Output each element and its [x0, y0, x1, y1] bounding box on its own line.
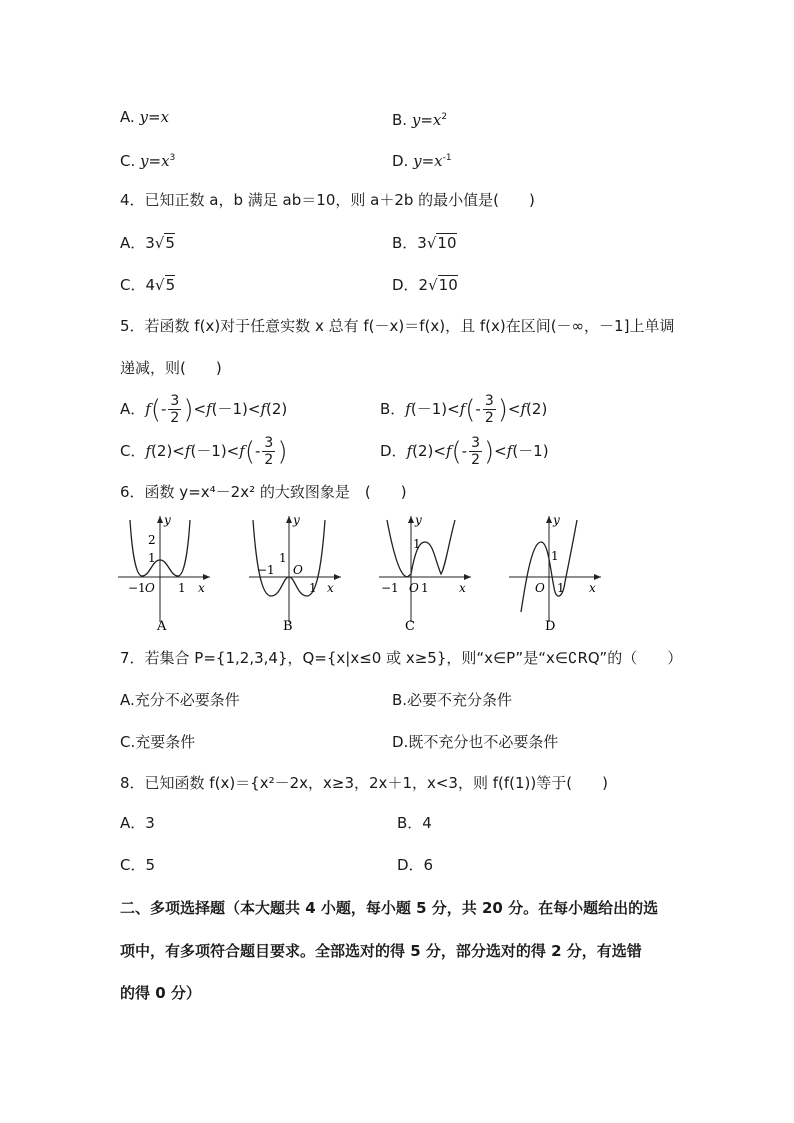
graph-label-d: D [545, 619, 556, 634]
section2-line2: 项中，有多项符合题目要求。全部选对的得 5 分，部分选对的得 2 分，有选错 [120, 942, 642, 960]
q3-option-d: D. $y=x^{-1}$ [392, 152, 452, 170]
q7-stem: 7．若集合 P={1,2,3,4}，Q={x|x≤0 或 x≥5}，则“x∈P”是“x∈∁RQ”的（ ） [120, 649, 683, 667]
svg-text:x: x [198, 581, 205, 595]
q5-option-b: B．f(－1)<f(- $\frac{3}{2}$ )<f(2) [380, 393, 548, 426]
svg-text:O: O [145, 581, 155, 595]
svg-text:2: 2 [148, 533, 156, 547]
graph-label-a: A [157, 619, 167, 634]
q6-graph-d [505, 512, 605, 634]
svg-text:x: x [589, 581, 596, 595]
q6-graph-c [375, 512, 475, 634]
q7-option-b: B.必要不充分条件 [392, 691, 513, 709]
q8-option-b: B．4 [397, 814, 432, 832]
q4-stem: 4．已知正数 a，b 满足 ab＝10，则 a＋2b 的最小值是( ) [120, 191, 535, 209]
svg-text:1: 1 [178, 581, 186, 595]
q6-graph-b [243, 512, 343, 634]
svg-text:1: 1 [421, 581, 429, 595]
svg-text:O: O [293, 563, 303, 577]
q7-option-c: C.充要条件 [120, 733, 196, 751]
q6-graph-a [112, 512, 212, 634]
section2-line1: 二、多项选择题（本大题共 4 小题，每小题 5 分，共 20 分。在每小题给出的选 [120, 899, 659, 917]
q8-stem: 8．已知函数 f(x)＝{x²－2x，x≥3，2x＋1，x<3，则 f(f(1))等于( ) [120, 774, 608, 792]
svg-text:y: y [553, 513, 560, 527]
svg-text:y: y [415, 513, 422, 527]
svg-text:−1: −1 [381, 581, 399, 595]
q3-option-b: B. $y=x^2$ [392, 111, 448, 129]
q7-option-d: D.既不充分也不必要条件 [392, 733, 559, 751]
svg-text:y: y [293, 513, 300, 527]
q3-option-a: A. y=x [120, 108, 170, 126]
q5-stem-line2: 递减，则( ) [120, 359, 222, 377]
q4-option-c: C．4√5 [120, 276, 176, 294]
svg-text:O: O [535, 581, 545, 595]
q4-option-d: D．2√10 [392, 276, 458, 294]
svg-text:x: x [459, 581, 466, 595]
svg-text:1: 1 [551, 549, 559, 563]
graph-label-c: C [405, 619, 415, 634]
q3-option-c: C. $y=x^3$ [120, 152, 176, 170]
q4-option-b: B．3√10 [392, 234, 457, 252]
graph-label-b: B [283, 619, 293, 634]
q8-option-a: A．3 [120, 814, 155, 832]
svg-text:y: y [164, 513, 171, 527]
q8-option-c: C．5 [120, 856, 156, 874]
q5-option-c: C．f(2)<f(－1)<f(- $\frac{3}{2}$ ) [120, 435, 288, 468]
svg-text:x: x [327, 581, 334, 595]
q4-option-a: A．3√5 [120, 234, 175, 252]
q8-option-d: D．6 [397, 856, 434, 874]
svg-text:1: 1 [413, 537, 421, 551]
svg-text:1: 1 [557, 581, 565, 595]
q5-option-d: D．f(2)<f(- $\frac{3}{2}$ )<f(－1) [380, 435, 549, 468]
q5-option-a: A．f(- $\frac{3}{2}$ )<f(－1)<f(2) [120, 393, 288, 426]
q6-stem: 6．函数 y=x⁴－2x² 的大致图象是 ( ) [120, 483, 407, 501]
svg-text:−1: −1 [257, 563, 275, 577]
svg-text:1: 1 [279, 551, 287, 565]
q5-stem-line1: 5．若函数 f(x)对于任意实数 x 总有 f(－x)＝f(x)，且 f(x)在区间(－∞，－1]上单调 [120, 317, 675, 335]
q7-option-a: A.充分不必要条件 [120, 691, 240, 709]
svg-text:O: O [409, 581, 419, 595]
svg-text:1: 1 [309, 581, 317, 595]
svg-text:−1: −1 [128, 581, 146, 595]
svg-text:1: 1 [148, 551, 156, 565]
section2-line3: 的得 0 分） [120, 984, 201, 1002]
